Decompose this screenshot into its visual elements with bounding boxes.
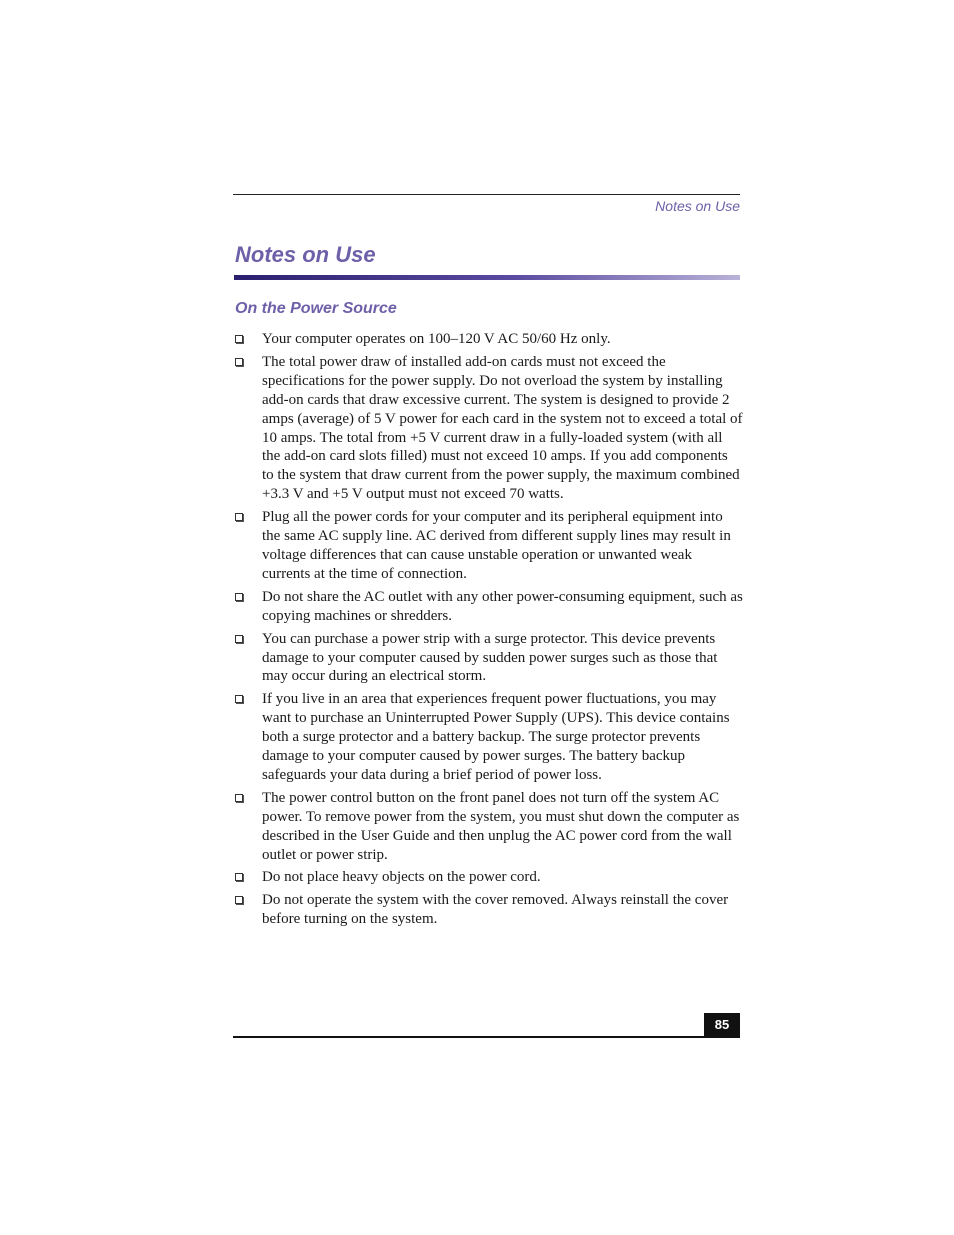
section-heading: On the Power Source: [235, 300, 397, 317]
checkbox-bullet-icon: [235, 794, 243, 802]
power-source-notes-list: [233, 330, 743, 933]
list-item-text: You can purchase a power strip with a surge protector. This device prevents damage to your computer caused by sudden power surges such as those that may occur during an electrical storm.: [262, 630, 718, 685]
checkbox-bullet-icon: [235, 695, 243, 703]
list-item-text: Do not share the AC outlet with any other power-consuming equipment, such as copying machines or shredders.: [262, 588, 743, 624]
checkbox-bullet-icon: [235, 513, 243, 521]
list-item: [233, 891, 743, 929]
checkbox-bullet-icon: [235, 635, 243, 643]
list-item: [233, 789, 743, 865]
list-item: [233, 868, 743, 887]
list-item: [233, 508, 743, 584]
list-item-text: Do not place heavy objects on the power cord.: [262, 869, 541, 886]
list-item: [233, 630, 743, 687]
checkbox-bullet-icon: [235, 335, 243, 343]
list-item: [233, 588, 743, 626]
list-item: [233, 330, 743, 349]
checkbox-bullet-icon: [235, 358, 243, 366]
list-item-text: Your computer operates on 100–120 V AC 50/60 Hz only.: [262, 331, 611, 347]
footer-rule: [233, 1036, 740, 1038]
checkbox-bullet-icon: [235, 593, 243, 601]
list-item-text: Plug all the power cords for your computer and its peripheral equipment into the same AC supply line. AC derived from different supply lines may result in voltage differences that can cause unstable operation or unwanted weak currents at the time of connection.: [262, 509, 731, 582]
title-underline-bar: [234, 275, 740, 280]
list-item: [233, 353, 743, 504]
list-item-text: The total power draw of installed add-on cards must not exceed the specifications for the power supply. Do not overload the system by installing add-on cards that draw excessive current. The system is designed to provide 2 amps (average) of 5 V power for each card in the system not to exceed a total of 10 amps. The total from +5 V current draw in a fully-loaded system (with all the add-on card slots filled) must not exceed 10 amps. If you add components to the system that draw current from the power supply, the maximum combined +3.3 V and +5 V output must not exceed 70 watts.: [262, 353, 743, 503]
list-item: [233, 690, 743, 785]
page-title: Notes on Use: [235, 242, 376, 267]
running-header: Notes on Use: [655, 198, 740, 214]
page-number: 85: [704, 1013, 740, 1037]
list-item-text: The power control button on the front panel does not turn off the system AC power. To remove power from the system, you must shut down the computer as described in the User Guide and then unplug the AC power cord from the wall outlet or power strip.: [262, 789, 740, 863]
list-item-text: If you live in an area that experiences frequent power fluctuations, you may want to purchase an Uninterrupted Power Supply (UPS). This device contains both a surge protector and a battery backup. The surge protector prevents damage to your computer caused by power surges. The battery backup safeguards your data during a brief period of power loss.: [262, 691, 730, 783]
header-rule: [233, 194, 740, 195]
list-item-text: Do not operate the system with the cover removed. Always reinstall the cover before turning on the system.: [262, 892, 729, 928]
checkbox-bullet-icon: [235, 873, 243, 881]
checkbox-bullet-icon: [235, 896, 243, 904]
